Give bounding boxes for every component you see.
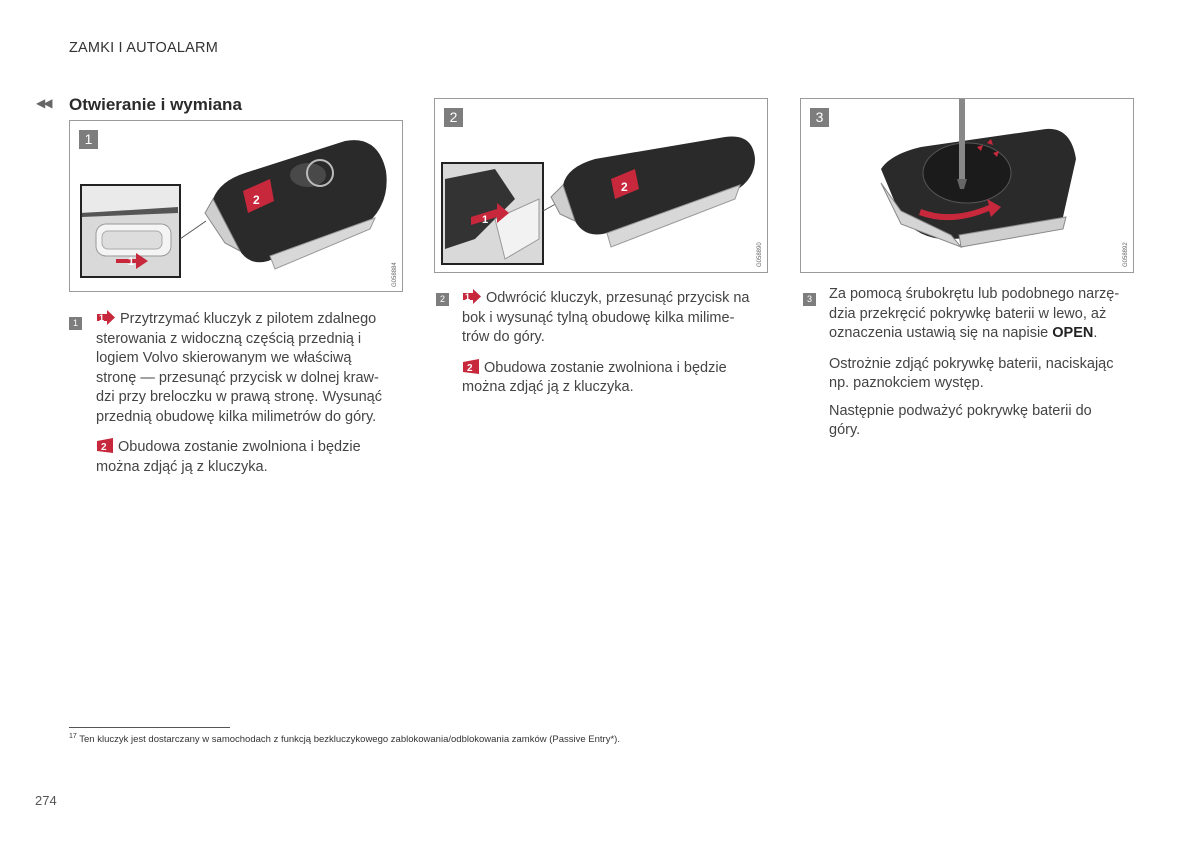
svg-text:1: 1 [482,214,489,226]
battery-cover-illustration [801,99,1133,272]
text-line: sterowania z widoczną częścią przednią i [96,330,362,347]
step-paragraph [462,289,772,348]
step-1-text [96,310,406,477]
text-line: bok i wysunąć tylną obudowę kilka milime- [462,309,735,326]
page-heading: Otwieranie i wymiana [69,95,242,114]
text-line: oznaczenia ustawią się na napisie [829,325,1053,341]
footnote-number: 17 [69,733,77,740]
key-fob-back-illustration [435,99,767,272]
svg-text:1: 1 [99,313,105,323]
svg-text:1: 1 [465,292,471,302]
text-line: stronę — przesunąć przycisk w dolnej kraw- [96,369,379,386]
step-number: 1 [69,317,82,330]
text-line: góry. [829,422,861,438]
figure-code: G058884 [392,262,398,287]
svg-text:1: 1 [128,256,135,268]
figure-3 [800,98,1134,273]
step-2-text [462,289,772,398]
red-arrow-marker-icon [96,438,114,453]
text-line: Przytrzymać kluczyk z pilotem zdalnego [120,311,377,327]
footnote-divider [69,727,230,728]
figure-code: G058892 [1123,242,1129,267]
text-line: np. paznokciem występ. [829,375,984,391]
text-line: trów do góry. [462,329,545,345]
figure-number: 1 [79,130,98,149]
step-number: 2 [436,293,449,306]
step-paragraph [462,359,772,398]
red-arrow-marker-icon [462,289,482,304]
text-line: Następnie podważyć pokrywkę baterii do [829,402,1092,419]
text-line: dzi przy breloczku w prawą stronę. Wysunąć [96,389,382,405]
text-line: przednią obudowę kilka milimetrów do góry. [96,408,377,425]
figure-2 [434,98,768,273]
svg-text:2: 2 [621,180,628,194]
step-3-text [829,285,1149,441]
red-arrow-marker-icon [96,310,116,325]
section-title: ZAMKI I AUTOALARM [69,40,218,56]
text-line: Obudowa zostanie zwolniona i będzie [118,439,361,455]
text-line: Odwrócić kluczyk, przesunąć przycisk na [486,290,750,306]
figure-number: 3 [810,108,829,127]
double-chevron-left-icon[interactable]: ◀◀ [36,96,51,110]
text-line: można zdjąć ją z kluczyka. [462,379,634,395]
footnote [69,733,620,745]
text-line: dzia przekręcić pokrywkę baterii w lewo, aż [829,305,1107,322]
figure-number: 2 [444,108,463,127]
text-line: Obudowa zostanie zwolniona i będzie [484,359,727,376]
step-paragraph [829,355,1149,394]
footnote-text: Ten kluczyk jest dostarczany w samochodach z funkcją bezkluczykowego zablokowania/odblokowania zamków (Passive Entry*). [79,734,620,746]
step-paragraph [96,310,406,427]
red-arrow-marker-icon [462,359,480,374]
svg-text:2: 2 [101,442,107,453]
text-line: . [1093,325,1098,341]
text-line: można zdjąć ją z kluczyka. [96,458,268,475]
text-line: logiem Volvo skierowanym we właściwą [96,350,352,366]
step-number: 3 [803,293,816,306]
step-paragraph [829,402,1149,441]
page-number: 274 [35,793,57,808]
step-paragraph [829,285,1149,344]
figure-1 [69,120,403,292]
svg-text:2: 2 [253,193,260,207]
key-fob-front-illustration [70,121,402,291]
text-line: Ostrożnie zdjąć pokrywkę baterii, naciskając [829,355,1114,372]
figure-code: G058890 [757,242,763,267]
text-line: Za pomocą śrubokrętu lub podobnego narzę- [829,286,1120,302]
svg-text:2: 2 [467,362,473,374]
step-paragraph [96,438,406,477]
open-label: OPEN [1052,325,1094,341]
